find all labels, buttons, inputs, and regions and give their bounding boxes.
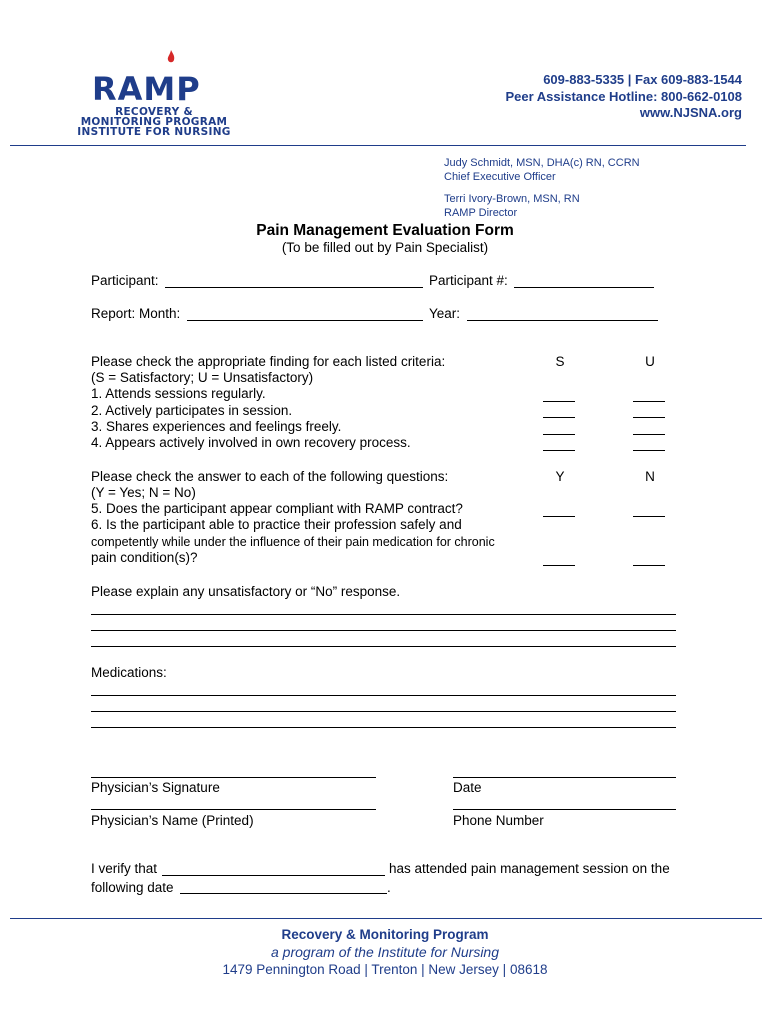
form-title: Pain Management Evaluation Form (256, 222, 514, 239)
col-n-header: N (645, 469, 655, 484)
medications-line-3[interactable] (91, 727, 676, 728)
criteria-item: 4. Appears actively involved in own recovery process. (91, 435, 411, 450)
explain-line-1[interactable] (91, 614, 676, 615)
contact-block (505, 72, 742, 122)
col-s-header: S (555, 354, 565, 369)
logo-line-2: MONITORING PROGRAM (80, 116, 228, 128)
verify-start: I verify that (91, 861, 158, 876)
date-label: Date (453, 780, 482, 795)
participant-num-field[interactable] (514, 287, 654, 288)
explain-line-2[interactable] (91, 630, 676, 631)
form-subtitle: (To be filled out by Pain Specialist) (281, 240, 489, 255)
medications-line-2[interactable] (91, 711, 676, 712)
header-divider (10, 145, 746, 146)
footer-address: 1479 Pennington Road | Trenton | New Jersey | 08618 (222, 962, 548, 977)
printed-name-field[interactable] (91, 809, 376, 810)
footer-tagline: a program of the Institute for Nursing (271, 944, 499, 960)
phone-fax: 609-883-5335 | Fax 609-883-1544 (543, 72, 742, 87)
verify-date-field[interactable] (180, 893, 387, 894)
col-y-header: Y (555, 469, 565, 484)
u-check-2[interactable] (633, 417, 665, 418)
u-check-1[interactable] (633, 401, 665, 402)
col-u-header: U (645, 354, 655, 369)
verify-end: . (387, 880, 391, 895)
flame-icon (166, 50, 176, 64)
phone-label: Phone Number (453, 813, 544, 828)
staff-title: Chief Executive Officer (444, 171, 556, 183)
u-check-4[interactable] (633, 450, 665, 451)
medications-label: Medications: (91, 665, 167, 680)
medications-line-1[interactable] (91, 695, 676, 696)
question-6-line-2: competently while under the influence of their pain medication for chronic (91, 535, 495, 549)
footer-divider (10, 918, 762, 919)
logo-line-3: INSTITUTE FOR NURSING (77, 126, 231, 138)
signature-label: Physician’s Signature (91, 780, 220, 795)
explain-label: Please explain any unsatisfactory or “No” response. (91, 584, 401, 599)
question-6-line-3: pain condition(s)? (91, 550, 198, 565)
n-check-6[interactable] (633, 565, 665, 566)
s-check-4[interactable] (543, 450, 575, 451)
questions-legend: (Y = Yes; N = No) (91, 485, 196, 500)
explain-line-3[interactable] (91, 646, 676, 647)
staff-1 (444, 156, 640, 184)
staff-2 (444, 192, 580, 220)
report-month-field[interactable] (187, 320, 423, 321)
website: www.NJSNA.org (639, 105, 742, 120)
participant-label: Participant: (91, 273, 159, 288)
verify-middle: has attended pain management session on the (389, 861, 670, 876)
participant-field[interactable] (165, 287, 423, 288)
criteria-legend: (S = Satisfactory; U = Unsatisfactory) (91, 370, 314, 385)
phone-field[interactable] (453, 809, 676, 810)
question-5: 5. Does the participant appear compliant with RAMP contract? (91, 501, 463, 516)
question-6-line-1: 6. Is the participant able to practice their profession safely and (91, 517, 462, 532)
verify-line-2: following date (91, 880, 174, 895)
logo-ramp: RAMP (92, 70, 201, 108)
s-check-1[interactable] (543, 401, 575, 402)
signature-field[interactable] (91, 777, 376, 778)
criteria-item: 2. Actively participates in session. (91, 403, 293, 418)
logo-line-1: RECOVERY & (115, 106, 193, 118)
verify-name-field[interactable] (162, 875, 385, 876)
participant-num-label: Participant #: (429, 273, 508, 288)
questions-intro: Please check the answer to each of the following questions: (91, 469, 449, 484)
year-field[interactable] (467, 320, 658, 321)
staff-name: Terri Ivory-Brown, MSN, RN (444, 193, 580, 205)
date-field[interactable] (453, 777, 676, 778)
n-check-5[interactable] (633, 516, 665, 517)
criteria-item: 3. Shares experiences and feelings freely. (91, 419, 342, 434)
staff-name: Judy Schmidt, MSN, DHA(c) RN, CCRN (444, 157, 640, 169)
y-check-6[interactable] (543, 565, 575, 566)
s-check-2[interactable] (543, 417, 575, 418)
criteria-intro: Please check the appropriate finding for each listed criteria: (91, 354, 446, 369)
y-check-5[interactable] (543, 516, 575, 517)
footer-program: Recovery & Monitoring Program (281, 927, 489, 942)
s-check-3[interactable] (543, 434, 575, 435)
report-month-label: Report: Month: (91, 306, 181, 321)
u-check-3[interactable] (633, 434, 665, 435)
hotline: Peer Assistance Hotline: 800-662-0108 (505, 88, 742, 104)
year-label: Year: (429, 306, 461, 321)
printed-name-label: Physician’s Name (Printed) (91, 813, 254, 828)
criteria-item: 1. Attends sessions regularly. (91, 386, 266, 401)
staff-title: RAMP Director (444, 207, 518, 219)
